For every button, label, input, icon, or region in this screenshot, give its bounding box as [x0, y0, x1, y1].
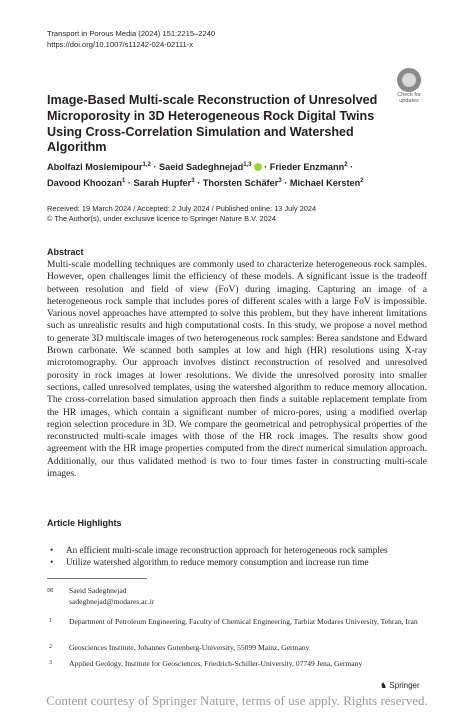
- copyright-line: © The Author(s), under exclusive licence to Springer Nature B.V. 2024: [47, 214, 276, 223]
- abstract-heading: Abstract: [47, 247, 84, 257]
- journal-info: [47, 29, 215, 50]
- check-for-updates-icon: [397, 68, 421, 92]
- springer-logo: [380, 681, 420, 690]
- author-line-1: Abolfazl Moslemipour$^{1,2}$ · Saeid Sadeghnejad$^{1,3}$ · Frieder Enzmann$^2$ ·: [47, 162, 354, 173]
- affiliation-1: [47, 617, 427, 639]
- highlights-heading: Article Highlights: [47, 518, 122, 528]
- contact-name: Saeid Sadeghnejad: [69, 586, 127, 595]
- publication-dates: [47, 204, 316, 224]
- author-line-2: Davood Khoozan$^1$ · Sarah Hupfer$^3$ · Thorsten Schäfer$^3$ · Michael Kersten$^2$: [47, 178, 364, 189]
- highlight-item: • Utilize watershed algorithm to reduce memory consumption and increase run time: [47, 556, 427, 568]
- article-title: Image-Based Multi-scale Reconstruction of Unresolved Microporosity in 3D Heterogeneous Rock Digital Twins Using Cross-Correlation Simulation and Watershed Algorithm: [47, 93, 378, 155]
- affiliation-text: Geosciences Institute, Johannes Gutenberg-University, 55099 Mainz, Germany: [69, 643, 310, 652]
- corresponding-author: [47, 586, 427, 608]
- affiliation-text: Applied Geology, Institute for Geosciences, Friedrich-Schiller-University, 07749 Jena, Germany: [69, 659, 363, 668]
- highlights-list: [47, 544, 427, 568]
- doi-link[interactable]: https://doi.org/10.1007/s11242-024-02111-x: [47, 39, 194, 49]
- publisher-name: Springer: [389, 681, 420, 690]
- highlight-item: • An efficient multi-scale image reconstruction approach for heterogeneous rock samples: [47, 544, 427, 556]
- affiliation-2: [47, 643, 427, 655]
- envelope-icon: ✉: [47, 586, 54, 595]
- author-list: [47, 158, 407, 190]
- affiliation-number: 3: [49, 660, 52, 666]
- abstract-text: Multi-scale modelling techniques are commonly used to characterize heterogeneous rock samples. However, open challenges limit the efficiency of these models. A significant issue is the tradeoff between resolution and field of view (FoV) during imaging. Capturing an image of a heterogeneous rock sample that includes pores of different scales with a large FoV is impossible. Various novel approaches have attempted to solve this problem, but they have inherent limitations such as unrealistic results and high computational costs. In this study, we propose a novel method to generate 3D multiscale images of two heterogeneous rock samples: Berea sandstone and Edward Brown carbonate. We scanned both samples at low and high (HR) resolutions using X-ray microtomography. Our approach involves distinct reconstruction of resolved and unresolved porosity in rock images at lower resolutions. We divide the unresolved porosity into smaller sections, called unresolved templates, using the watershed algorithm to reduce memory allocation. The cross-correlation based simulation approach then finds a suitable replacement template from the HR images, which contain a significant number of micro-pores, using a modified overlap region selection procedure in 3D. We compare the geometrical and petrophysical properties of the reconstructed multi-scale images with those of the HR rock images. The results show good agreement with the HR image properties computed from the direct numerical simulation approach. Additionally, our thus validated method is two to four times faster in constructing multi-scale images.: [47, 259, 427, 480]
- badge-line-1: Check for: [397, 92, 421, 98]
- journal-citation: Transport in Porous Media (2024) 151:2215–2240: [47, 29, 216, 38]
- affiliation-number: 1: [49, 618, 52, 624]
- affiliation-text: Department of Petroleum Engineering, Faculty of Chemical Engineering, Tarbiat Modares University, Tehran, Iran: [69, 617, 418, 626]
- affiliation-3: [47, 659, 427, 671]
- affiliation-number: 2: [49, 644, 52, 650]
- check-for-updates-badge[interactable]: [392, 68, 426, 102]
- courtesy-watermark: Content courtesy of Springer Nature, terms of use apply. Rights reserved.: [46, 693, 428, 708]
- contact-email[interactable]: sadeghnejad@modares.ac.ir: [69, 596, 155, 606]
- orcid-icon[interactable]: [254, 163, 262, 171]
- footnote-divider: [47, 578, 147, 579]
- dates-line: Received: 19 March 2024 / Accepted: 2 July 2024 / Published online: 13 July 2024: [47, 204, 317, 213]
- badge-line-2: updates: [399, 98, 419, 104]
- springer-horse-icon: ♞: [380, 681, 388, 690]
